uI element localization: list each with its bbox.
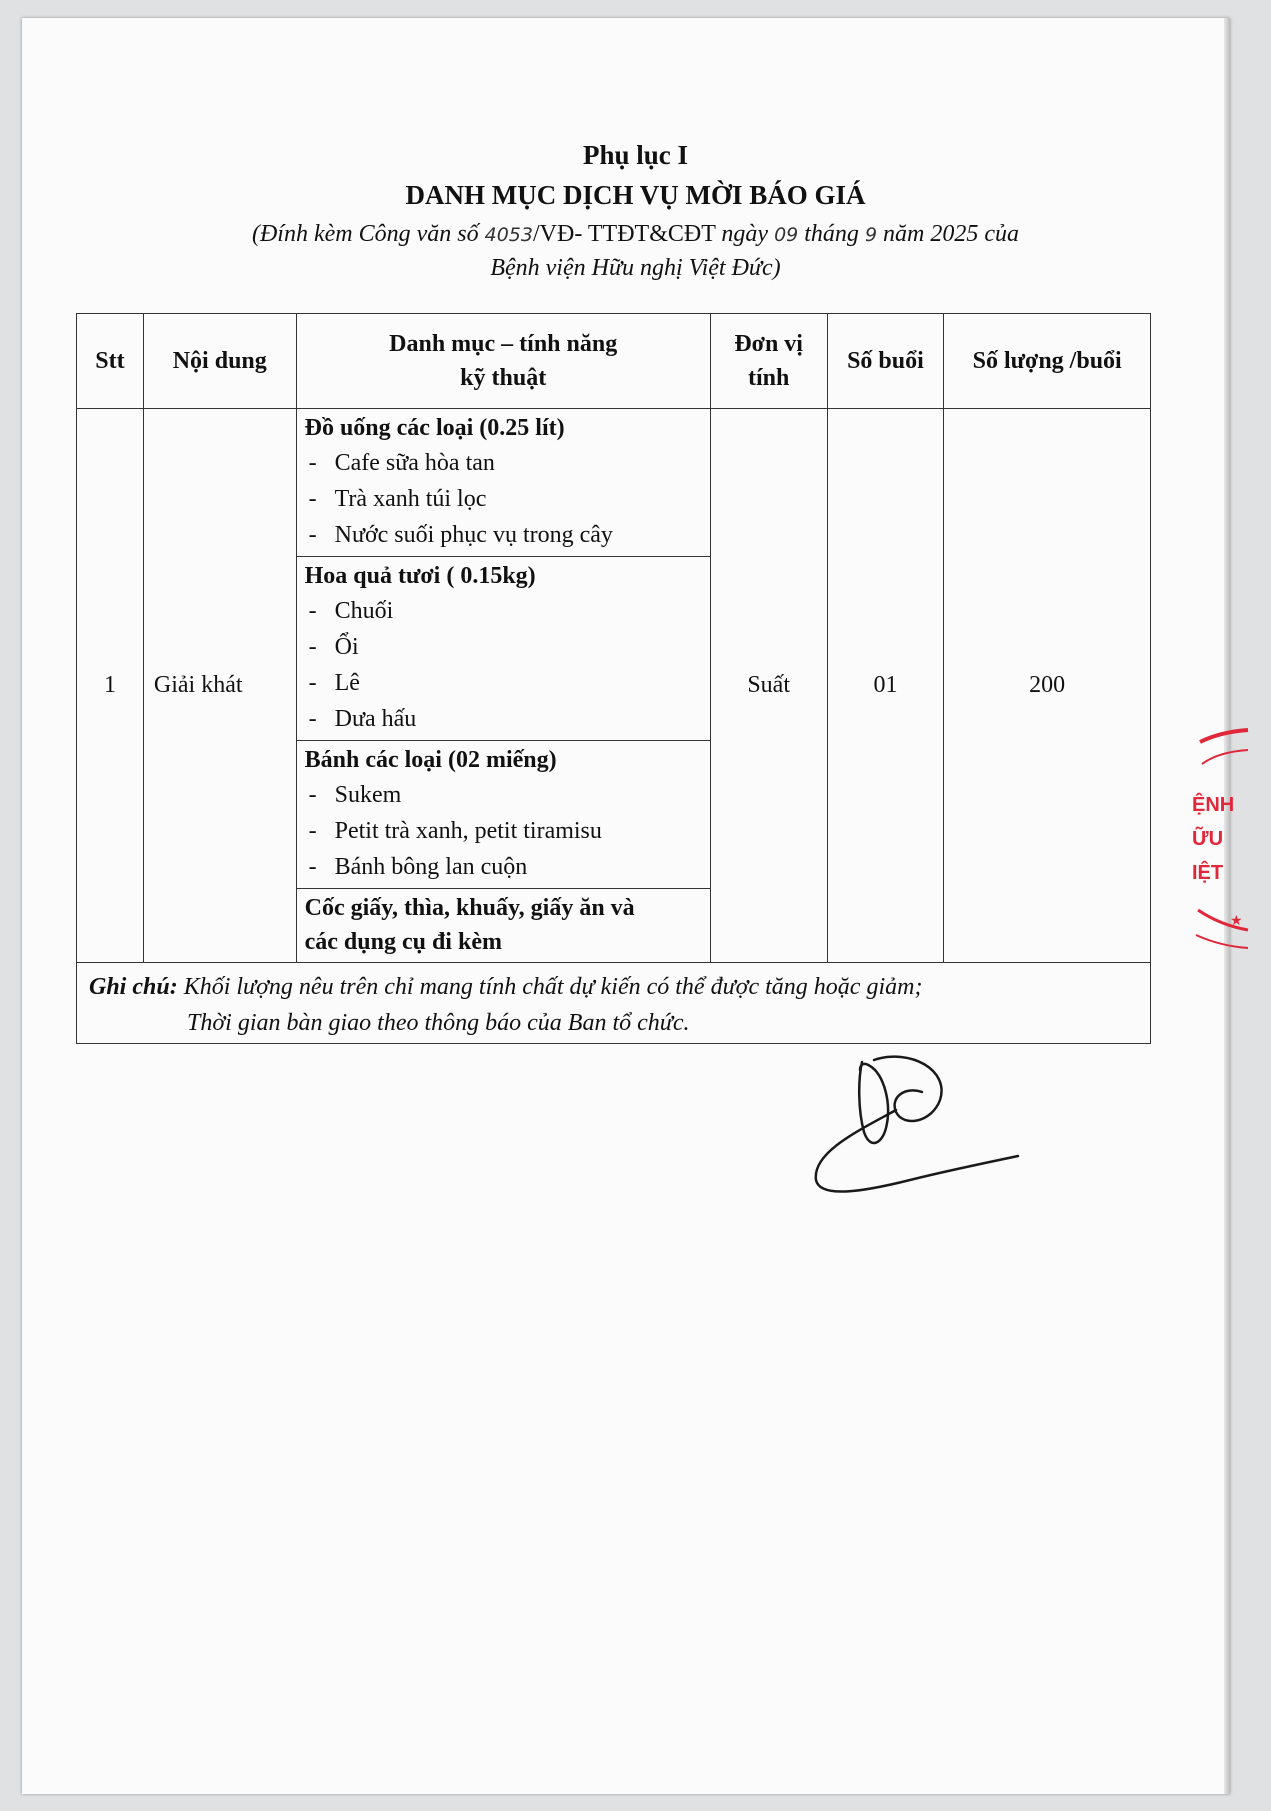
list-item [305, 665, 702, 701]
subtitle-part: tháng [798, 221, 865, 247]
list-item-text: Dưa hấu [334, 706, 417, 732]
seal-text: IỆT [1192, 862, 1224, 884]
table-row [77, 409, 1151, 963]
list-item [305, 445, 702, 481]
list-item [305, 849, 702, 885]
list-item [305, 701, 702, 737]
cell-unit: Suất [710, 409, 827, 963]
group-title: Bánh các loại (02 miếng) [304, 747, 557, 773]
header-unit-line2: tính [747, 365, 790, 391]
list-item [305, 813, 702, 849]
cell-content: Giải khát [143, 409, 296, 963]
list-item-text: Trà xanh túi lọc [334, 486, 487, 512]
list-item [305, 481, 702, 517]
cell-quantity: 200 [944, 409, 1151, 963]
note-row [77, 963, 1151, 1044]
header-content: Nội dung [143, 314, 296, 409]
red-seal-stamp [1190, 720, 1250, 960]
list-item [305, 517, 702, 553]
group-title: Đồ uống các loại (0.25 lít) [304, 415, 565, 441]
note-label: Ghi chú: [89, 974, 178, 1000]
document-title: DANH MỤC DỊCH VỤ MỜI BÁO GIÁ [405, 180, 866, 210]
handwritten-doc-number: 4053 [484, 224, 533, 246]
header-sessions: Số buổi [827, 314, 944, 409]
list-item [305, 629, 702, 665]
header-stt: Stt [77, 314, 144, 409]
header-description-line2: kỹ thuật [460, 365, 547, 391]
list-item-text: Nước suối phục vụ trong cây [334, 522, 613, 548]
note-line2: Thời gian bàn giao theo thông báo của Ban tổ chức. [187, 1010, 690, 1036]
cell-stt: 1 [77, 409, 144, 963]
list-item-text: Bánh bông lan cuộn [334, 854, 528, 880]
header-description-line1: Danh mục – tính năng [389, 331, 618, 357]
service-table [76, 313, 1151, 1044]
handwritten-month: 9 [864, 224, 878, 246]
note-cell [77, 963, 1151, 1044]
list-item-text: Ổi [334, 634, 359, 660]
list-marker: - [308, 818, 317, 844]
handwritten-signature [800, 1040, 1020, 1220]
header-unit [710, 314, 827, 409]
group-cakes [297, 741, 710, 889]
svg-text:★: ★ [1230, 912, 1243, 928]
list-item [305, 593, 702, 629]
group-utensils [297, 889, 710, 962]
list-marker: - [308, 706, 317, 732]
seal-text: ỮU [1192, 828, 1224, 850]
header-description [296, 314, 710, 409]
list-marker: - [308, 598, 317, 624]
cell-description [296, 409, 710, 963]
list-marker: - [308, 450, 317, 476]
table-header-row [77, 314, 1151, 409]
seal-text: ỆNH [1192, 794, 1235, 816]
list-marker: - [308, 782, 317, 808]
list-item [305, 777, 702, 813]
list-marker: - [308, 854, 317, 880]
handwritten-day: 09 [774, 224, 799, 246]
group-title: Cốc giấy, thìa, khuấy, giấy ăn và [304, 895, 635, 921]
header-unit-line1: Đơn vị [734, 331, 803, 357]
subtitle-line2: Bệnh viện Hữu nghị Việt Đức) [490, 255, 781, 281]
list-marker: - [308, 522, 317, 548]
group-drinks [297, 409, 710, 557]
list-marker: - [308, 670, 317, 696]
subtitle-part: năm 2025 của [877, 221, 1020, 247]
list-item-text: Lê [334, 670, 360, 696]
subtitle-part: ngày [721, 221, 775, 247]
group-title: các dụng cụ đi kèm [304, 929, 502, 955]
subtitle-part: (Đính kèm Công văn số [251, 221, 485, 247]
list-item-text: Cafe sữa hòa tan [334, 450, 495, 476]
list-item-text: Chuối [334, 598, 394, 624]
subtitle-part: /VĐ- TTĐT&CĐT [532, 221, 722, 247]
appendix-title: Phụ lục I [582, 140, 689, 170]
header-quantity: Số lượng /buổi [944, 314, 1151, 409]
list-marker: - [308, 486, 317, 512]
note-line1: Khối lượng nêu trên chỉ mang tính chất dự kiến có thể được tăng hoặc giảm; [177, 974, 923, 1000]
cell-sessions: 01 [827, 409, 944, 963]
list-item-text: Petit trà xanh, petit tiramisu [334, 818, 602, 844]
group-fruit [297, 557, 710, 741]
list-marker: - [308, 634, 317, 660]
group-title: Hoa quả tươi ( 0.15kg) [304, 563, 536, 589]
list-item-text: Sukem [334, 782, 402, 808]
document-subtitle [0, 218, 1271, 285]
